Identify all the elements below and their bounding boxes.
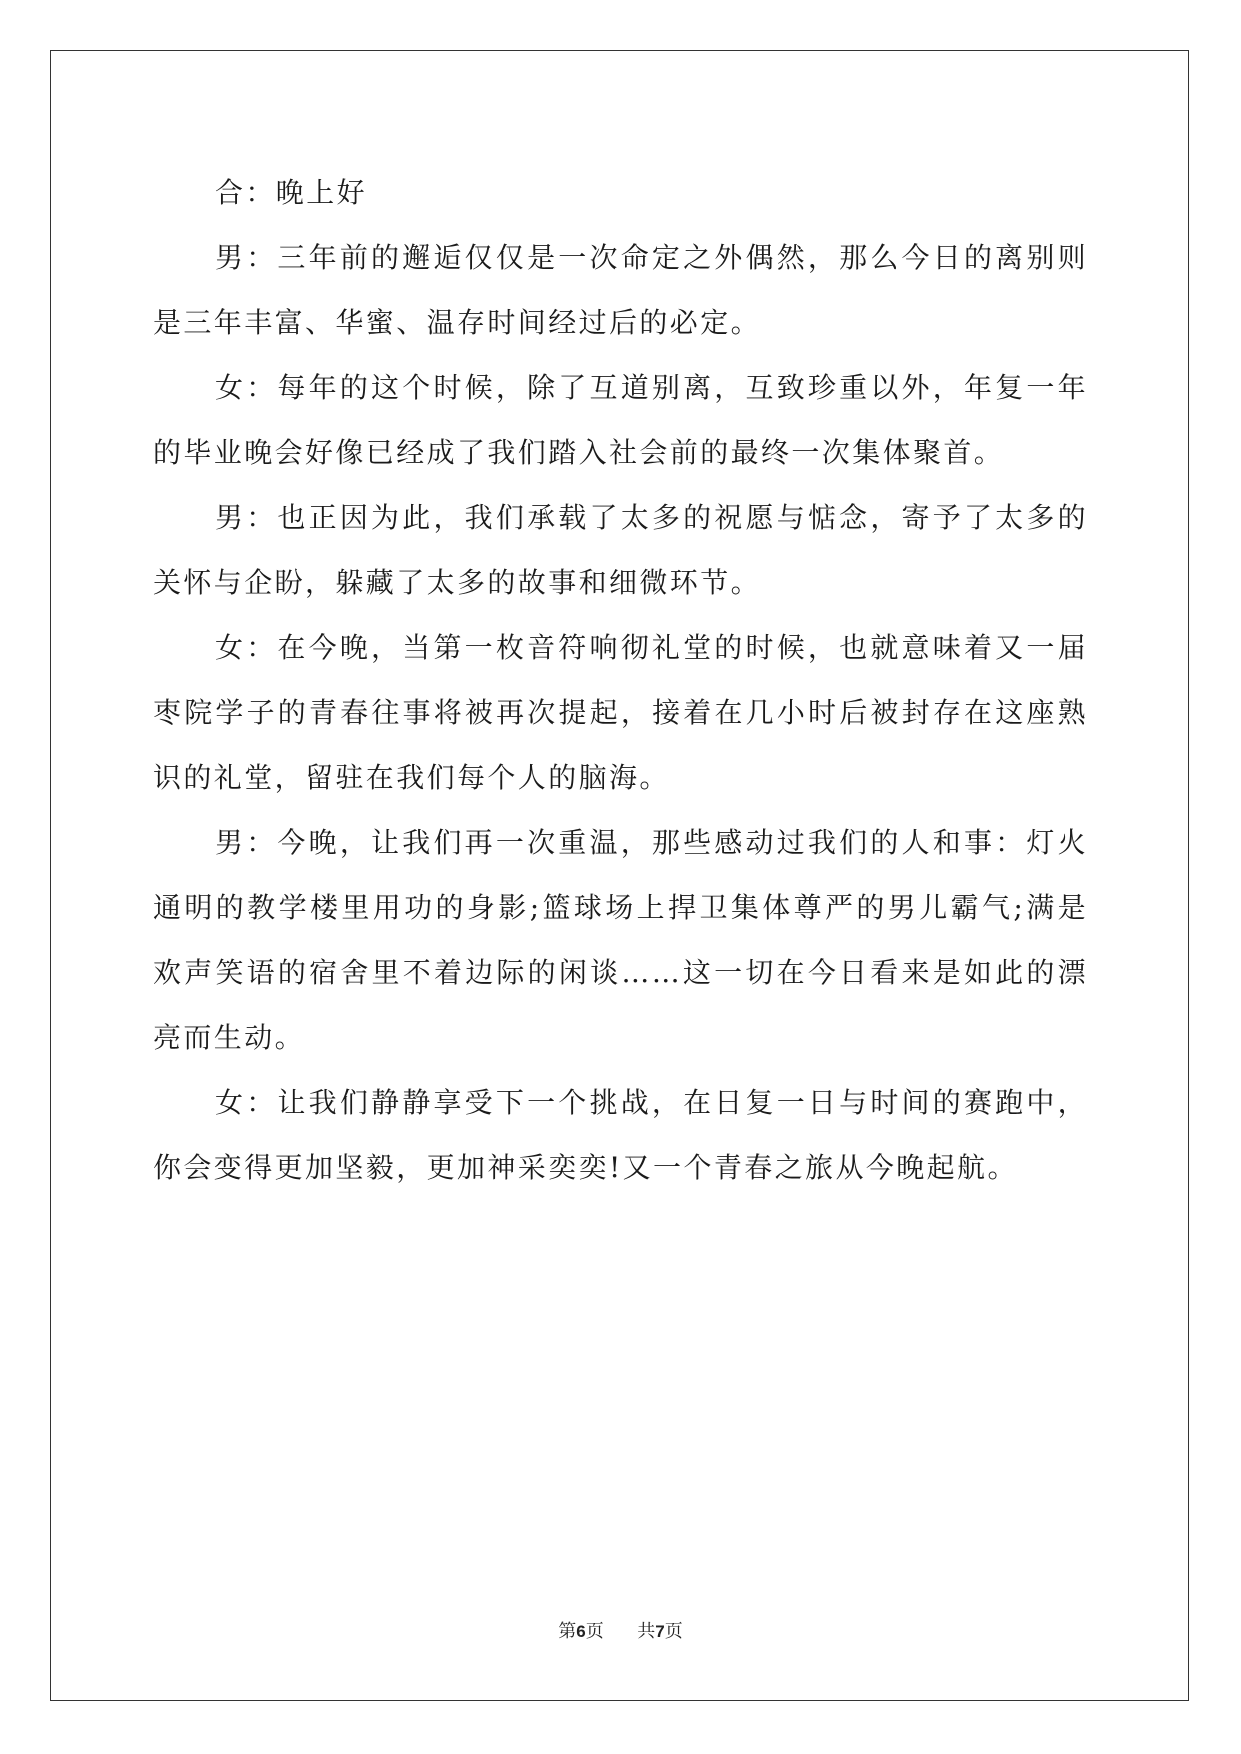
paragraph: 合：晚上好	[215, 176, 368, 209]
page-number	[558, 1621, 609, 1642]
paragraph: 女：让我们静静享受下一个挑战，在日复一日与时间的赛跑中，你会变得更加坚毅，更加神采奕奕!又一个青春之旅从今晚起航。	[153, 1086, 1088, 1184]
paragraph: 女：在今晚，当第一枚音符响彻礼堂的时候，也就意味着又一届枣院学子的青春往事将被再次提起，接着在几小时后被封存在这座熟识的礼堂，留驻在我们每个人的脑海。	[153, 631, 1088, 794]
page-current: 6	[576, 1622, 586, 1641]
page-total	[637, 1621, 682, 1642]
paragraph: 男：今晚，让我们再一次重温，那些感动过我们的人和事：灯火通明的教学楼里用功的身影;篮球场上捍卫集体尊严的男儿霸气;满是欢声笑语的宿舍里不着边际的闲谈……这一切在今日看来是如此的漂亮而生动。	[153, 826, 1088, 1054]
total-prefix: 共	[637, 1621, 656, 1642]
page-prefix: 第	[558, 1621, 577, 1642]
total-unit: 页	[664, 1621, 683, 1642]
page-total-number: 7	[655, 1622, 665, 1641]
paragraph: 男：三年前的邂逅仅仅是一次命定之外偶然，那么今日的离别则是三年丰富、华蜜、温存时间经过后的必定。	[153, 241, 1088, 339]
paragraph: 男：也正因为此，我们承载了太多的祝愿与惦念，寄予了太多的关怀与企盼，躲藏了太多的故事和细微环节。	[153, 501, 1088, 599]
paragraph: 女：每年的这个时候，除了互道别离，互致珍重以外，年复一年的毕业晚会好像已经成了我们踏入社会前的最终一次集体聚首。	[153, 371, 1088, 469]
document-body	[153, 160, 1088, 1200]
page-footer	[0, 1620, 1241, 1644]
page-unit: 页	[585, 1621, 604, 1642]
